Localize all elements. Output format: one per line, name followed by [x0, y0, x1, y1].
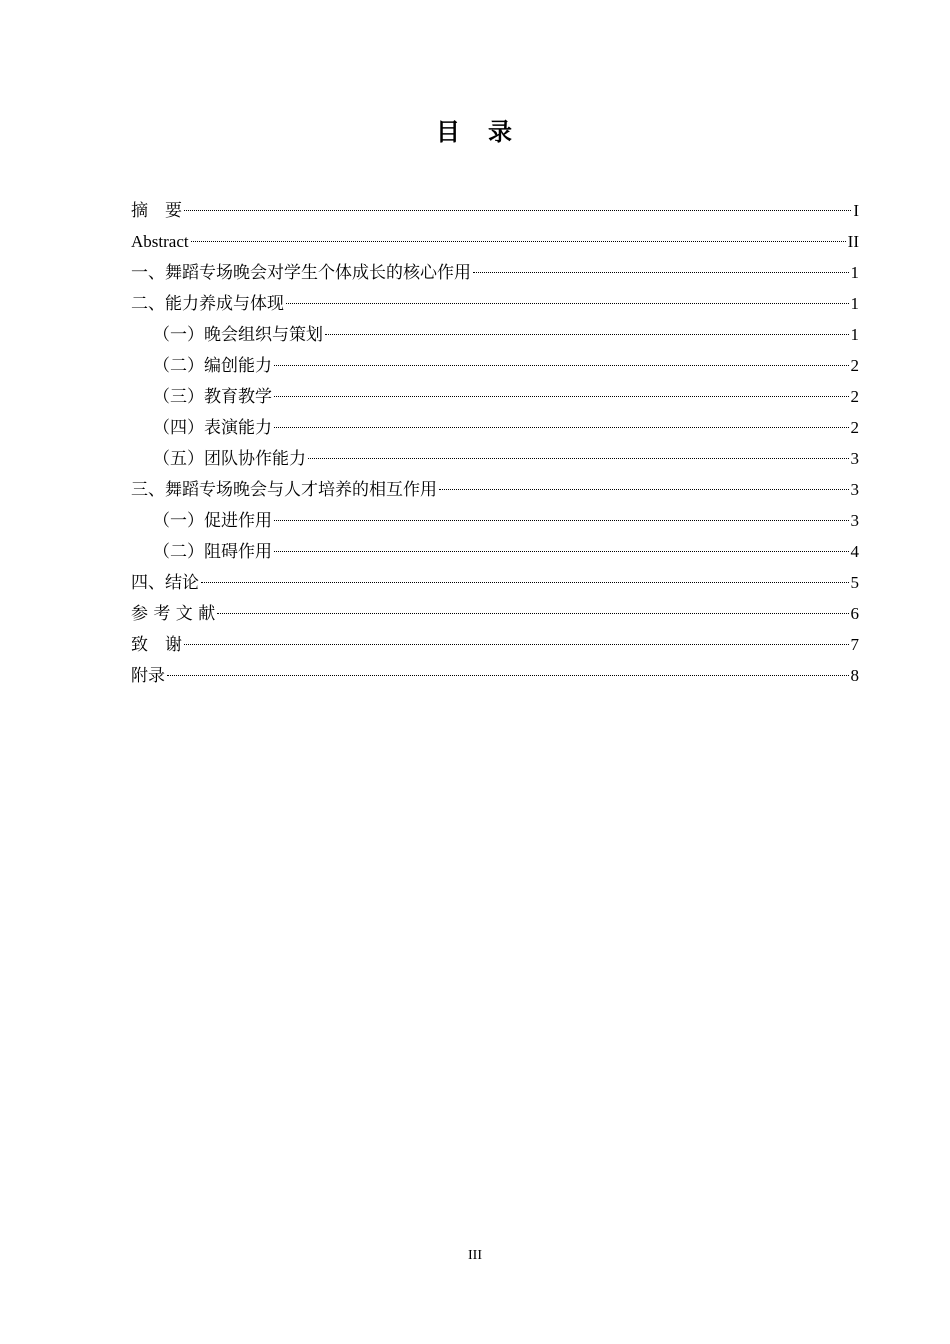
- toc-leader: [201, 582, 849, 583]
- toc-entry-page: 2: [850, 356, 859, 375]
- toc-entry-page: II: [847, 232, 859, 251]
- toc-entry-label: （一）晚会组织与策划: [153, 325, 323, 345]
- toc-entry[interactable]: [131, 660, 859, 691]
- toc-entry[interactable]: [131, 319, 859, 350]
- toc-entry-page: 4: [850, 542, 859, 561]
- toc-entry[interactable]: [131, 257, 859, 288]
- toc-entry-label: 四、结论: [131, 573, 199, 593]
- toc-entry-page: 6: [850, 604, 859, 623]
- toc-entry-label: 致 谢: [131, 635, 182, 655]
- toc-entry[interactable]: [131, 567, 859, 598]
- toc-leader: [274, 396, 849, 397]
- toc-entry-label: （三）教育教学: [153, 387, 272, 407]
- toc-entry-label: 一、舞蹈专场晚会对学生个体成长的核心作用: [131, 263, 471, 283]
- toc-leader: [184, 644, 849, 645]
- toc-entry[interactable]: [131, 443, 859, 474]
- toc-entry-page: 1: [850, 294, 859, 313]
- toc-entry-page: 7: [850, 635, 859, 654]
- toc-leader: [286, 303, 849, 304]
- toc-entry-page: 3: [850, 449, 859, 468]
- toc-entry[interactable]: [131, 226, 859, 257]
- toc-entry-label: Abstract: [131, 232, 189, 251]
- toc-entry-label: 摘 要: [131, 201, 182, 221]
- toc-entry-page: I: [853, 201, 859, 220]
- toc-entry-label: 参 考 文 献: [131, 604, 216, 624]
- toc-entry-label: （五）团队协作能力: [153, 449, 306, 469]
- toc-entry-label: 二、能力养成与体现: [131, 294, 284, 314]
- toc-entry-label: （二）阻碍作用: [153, 542, 272, 562]
- toc-leader: [184, 210, 851, 211]
- toc-entry-label: 三、舞蹈专场晚会与人才培养的相互作用: [131, 480, 437, 500]
- toc-leader: [439, 489, 849, 490]
- page-title: 目 录: [436, 117, 514, 146]
- toc-leader: [217, 613, 848, 614]
- toc-entry-label: （一）促进作用: [153, 511, 272, 531]
- toc-entry[interactable]: [131, 536, 859, 567]
- toc-entry[interactable]: [131, 629, 859, 660]
- toc-entry-page: 3: [850, 511, 859, 530]
- toc-entry[interactable]: [131, 381, 859, 412]
- toc-entry[interactable]: [131, 412, 859, 443]
- toc-entry[interactable]: [131, 288, 859, 319]
- page-number: III: [468, 1248, 482, 1263]
- toc-entry-label: （四）表演能力: [153, 418, 272, 438]
- toc-leader: [274, 365, 849, 366]
- toc-leader: [274, 551, 849, 552]
- toc-entry-page: 3: [850, 480, 859, 499]
- toc-entry[interactable]: [131, 350, 859, 381]
- toc-entry[interactable]: [131, 598, 859, 629]
- toc-entry-page: 2: [850, 418, 859, 437]
- toc-leader: [191, 241, 846, 242]
- toc-entry-page: 1: [850, 325, 859, 344]
- toc-entry[interactable]: [131, 505, 859, 536]
- table-of-contents: [131, 195, 859, 691]
- toc-entry[interactable]: [131, 474, 859, 505]
- toc-entry-page: 5: [850, 573, 859, 592]
- toc-leader: [167, 675, 849, 676]
- toc-entry-page: 8: [850, 666, 859, 685]
- toc-entry-label: （二）编创能力: [153, 356, 272, 376]
- toc-leader: [325, 334, 849, 335]
- toc-leader: [473, 272, 849, 273]
- toc-leader: [274, 427, 849, 428]
- toc-entry-page: 1: [850, 263, 859, 282]
- toc-entry-page: 2: [850, 387, 859, 406]
- toc-leader: [274, 520, 849, 521]
- toc-leader: [308, 458, 849, 459]
- toc-entry-label: 附录: [131, 666, 165, 686]
- toc-entry[interactable]: [131, 195, 859, 226]
